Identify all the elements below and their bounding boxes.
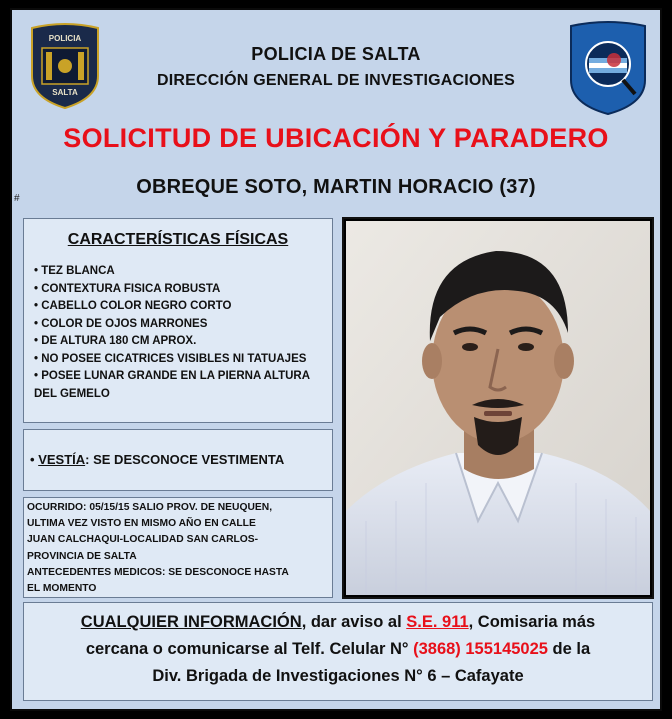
contact-line-2 [28, 636, 648, 663]
photo-frame [342, 217, 654, 599]
event-line: PROVINCIA DE SALTA [27, 550, 137, 562]
event-line: EL MOMENTO [27, 583, 97, 595]
list-item: • TEZ BLANCA [34, 263, 322, 281]
clothing-box [23, 429, 333, 491]
contact-line-1 [28, 609, 648, 636]
list-item: • CABELLO COLOR NEGRO CORTO [34, 298, 322, 316]
list-item: • POSEE LUNAR GRANDE EN LA PIERNA ALTURA DEL GEMELO [34, 368, 322, 403]
event-line: JUAN CALCHAQUI-LOCALIDAD SAN CARLOS- [27, 534, 259, 546]
phone-number: (3868) 155145025 [413, 640, 548, 658]
page-title: SOLICITUD DE UBICACIÓN Y PARADERO [63, 123, 609, 153]
person-name: OBREQUE SOTO, MARTIN HORACIO (37) [136, 176, 536, 198]
investigations-shield-icon [565, 20, 651, 116]
list-item: • NO POSEE CICATRICES VISIBLES NI TATUAJES [34, 351, 322, 369]
badge-bottom-text: SALTA [52, 88, 78, 97]
contact-text: , dar aviso al [301, 613, 407, 631]
contact-text: cercana o comunicarse al Telf. Celular N° [85, 640, 414, 658]
contact-lead: CUALQUIER INFORMACIÓN [80, 613, 302, 631]
physical-characteristics-box [23, 218, 333, 423]
event-details-box [23, 497, 333, 598]
header-line-2: DIRECCIÓN GENERAL DE INVESTIGACIONES [156, 72, 516, 89]
clothing-label: VESTÍA [38, 452, 86, 467]
clothing-value: : SE DESCONOCE VESTIMENTA [85, 452, 285, 467]
emergency-number: S.E. 911 [406, 613, 469, 631]
contact-line-3: Div. Brigada de Investigaciones N° 6 – Cafayate [152, 667, 524, 685]
list-item: • CONTEXTURA FISICA ROBUSTA [34, 281, 322, 299]
hash-marker: # [14, 193, 20, 204]
portrait-photo [346, 221, 650, 595]
contact-text: de la [547, 640, 591, 658]
physical-characteristics-list [34, 263, 322, 403]
list-item: • DE ALTURA 180 CM APROX. [34, 333, 322, 351]
police-badge-icon [26, 20, 104, 110]
header-line-1: POLICIA DE SALTA [251, 44, 421, 64]
event-line: ANTECEDENTES MEDICOS: SE DESCONOCE HASTA [27, 566, 289, 578]
contact-info-box [23, 602, 653, 701]
contact-text: , Comisaria más [468, 613, 596, 631]
bullet: • [30, 452, 35, 467]
event-line: ULTIMA VEZ VISTO EN MISMO AÑO EN CALLE [27, 518, 256, 530]
physical-characteristics-title: CARACTERÍSTICAS FÍSICAS [67, 231, 289, 248]
event-line: OCURRIDO: 05/15/15 SALIO PROV. DE NEUQUEN, [27, 502, 273, 513]
badge-top-text: POLICIA [48, 34, 82, 43]
list-item: • COLOR DE OJOS MARRONES [34, 316, 322, 334]
missing-person-poster [10, 8, 662, 711]
